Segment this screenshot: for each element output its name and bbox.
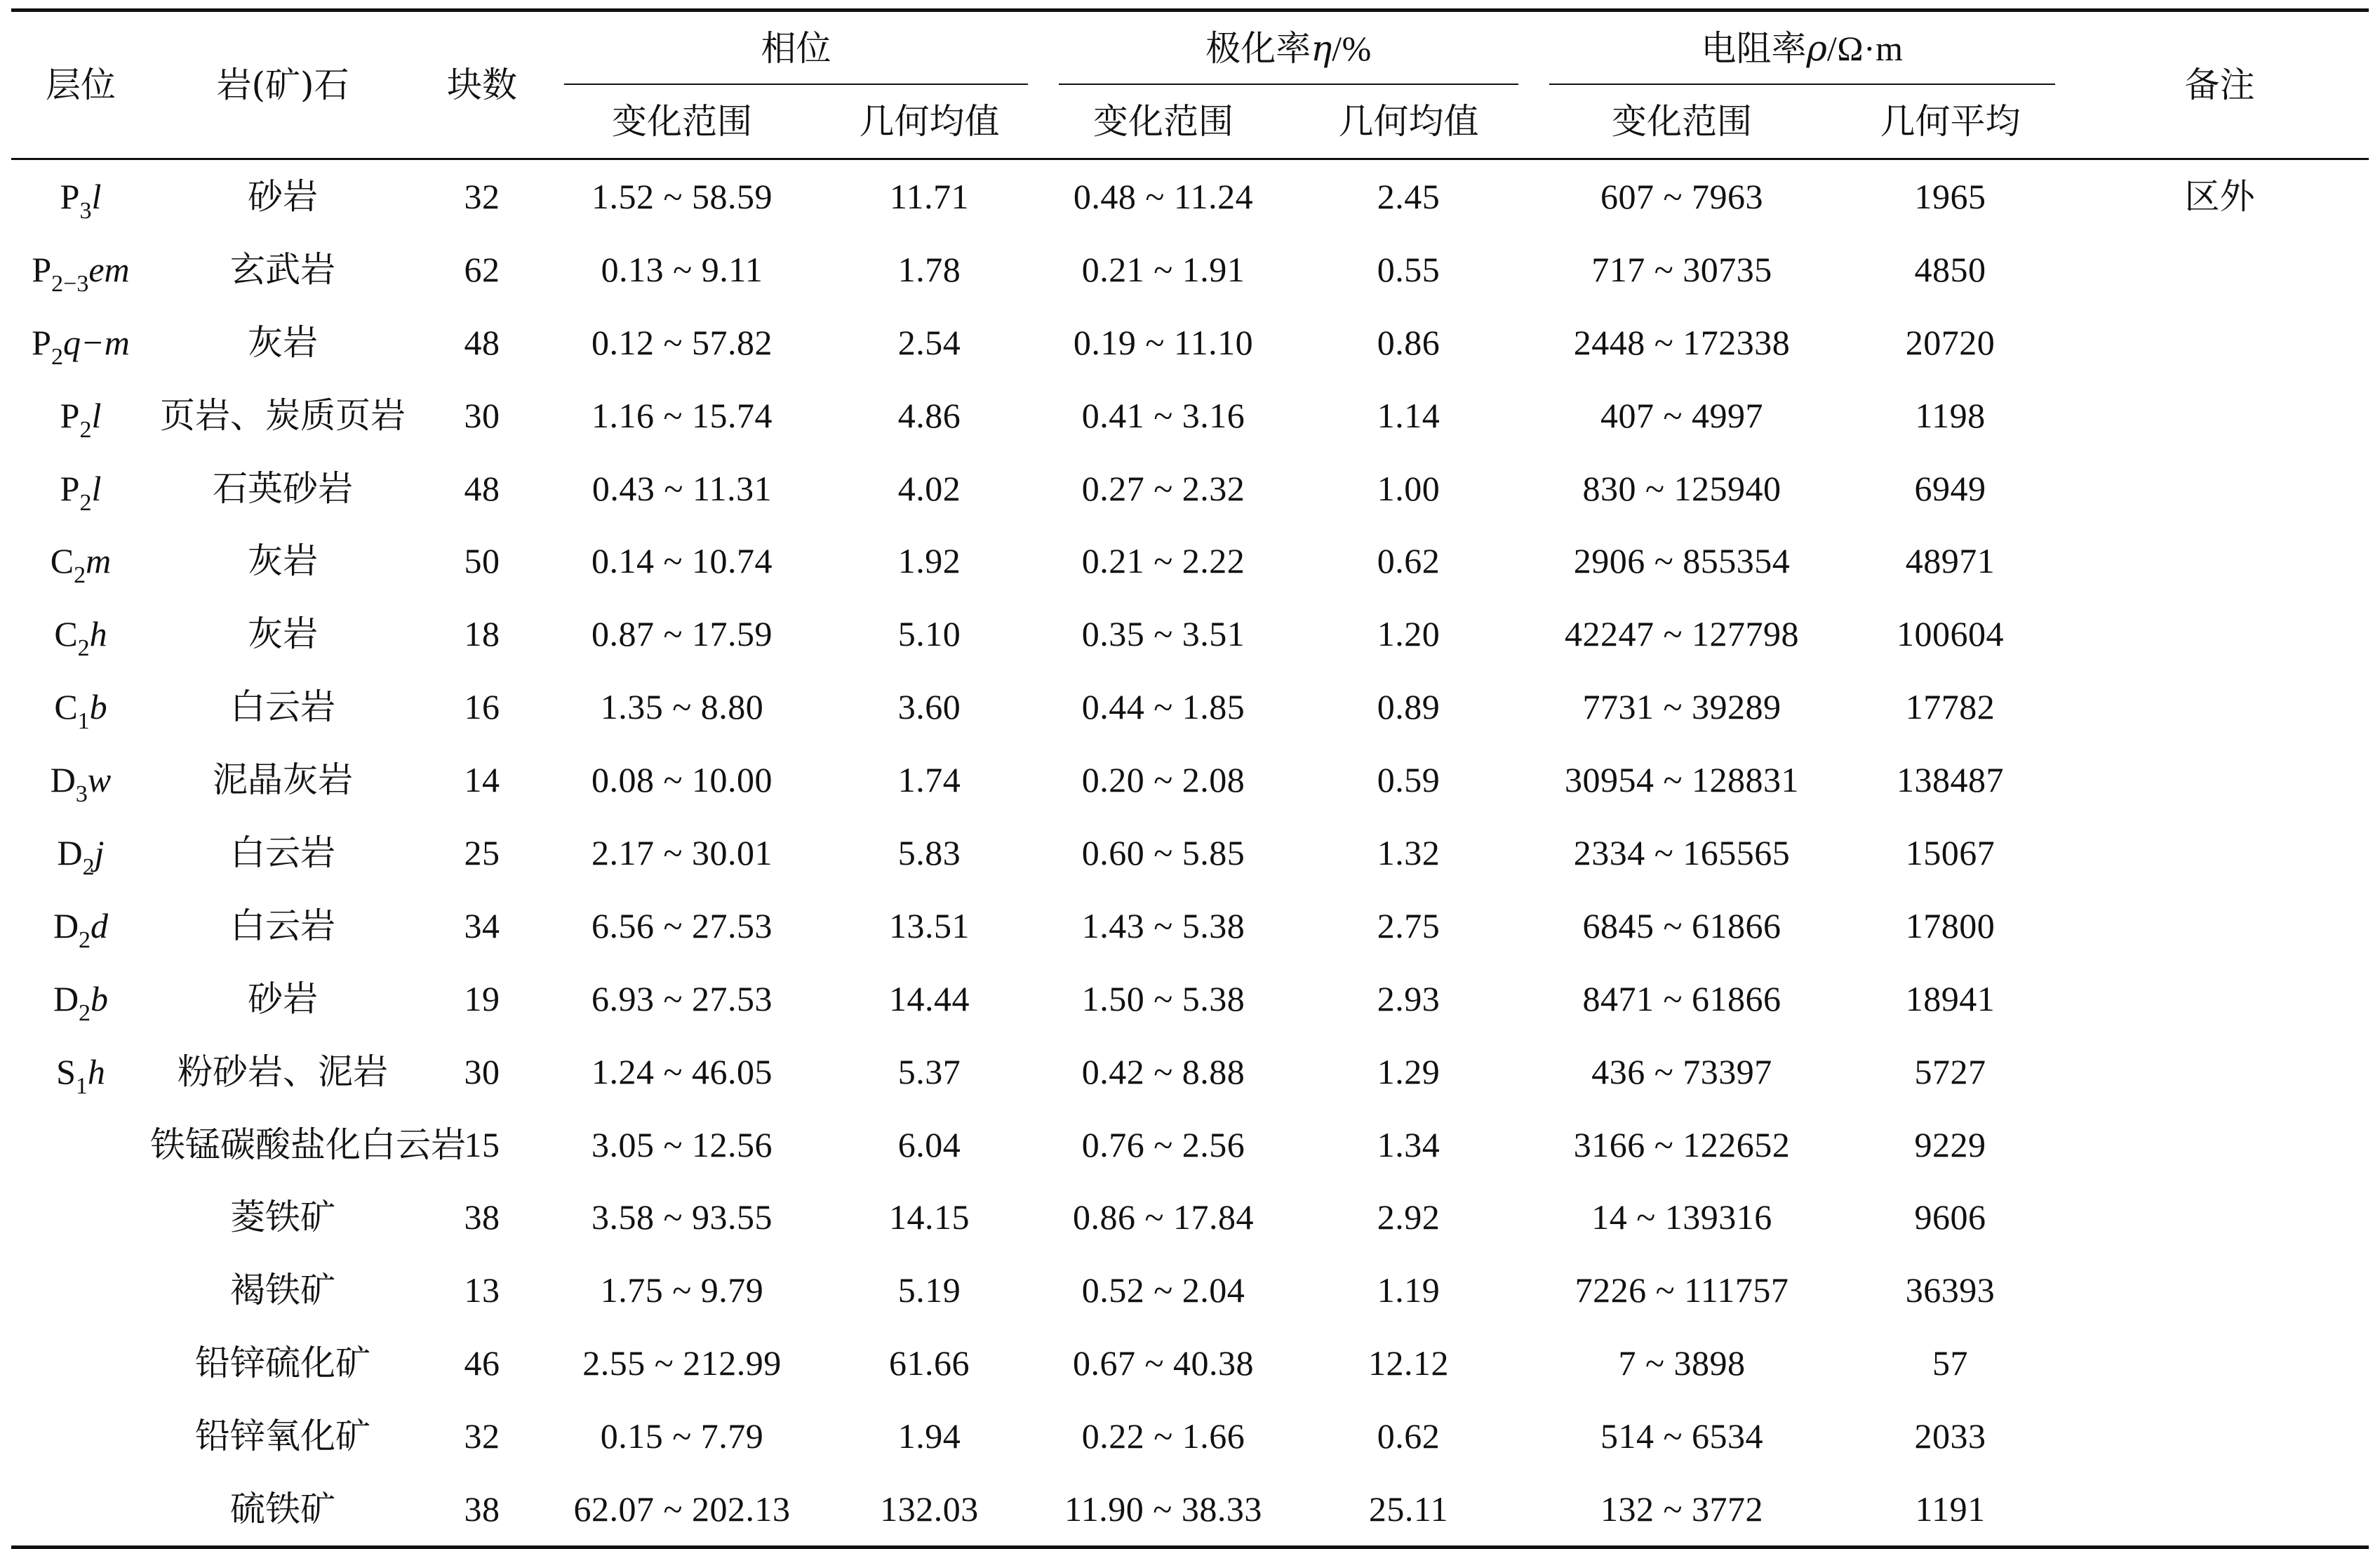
cell-rock: 白云岩 [230, 905, 335, 946]
layer-code-subscript: 2 [51, 343, 63, 370]
cell-note [2071, 524, 2369, 597]
cell-rho-range: 30954 ~ 128831 [1564, 760, 1800, 800]
header-resistivity-mean: 几何平均 [1830, 85, 2071, 159]
cell-layer [11, 1181, 150, 1254]
layer-code-tail: l [91, 395, 102, 435]
cell-eta-mean: 1.14 [1377, 395, 1440, 435]
cell-count: 34 [464, 905, 500, 945]
layer-code-tail: j [94, 832, 105, 872]
cell-count: 15 [464, 1124, 500, 1164]
cell-note [2071, 889, 2369, 962]
cell-rock: 白云岩 [230, 686, 335, 728]
cell-eta-mean: 0.55 [1377, 249, 1440, 289]
table-row [11, 1181, 2369, 1254]
cell-phase-range: 2.55 ~ 212.99 [582, 1343, 782, 1383]
cell-eta-mean: 1.32 [1377, 832, 1440, 872]
cell-phase-range: 1.35 ~ 8.80 [600, 687, 764, 727]
cell-count: 32 [464, 176, 500, 216]
cell-note [2071, 743, 2369, 816]
cell-note [2071, 1400, 2369, 1472]
cell-layer [11, 743, 150, 816]
cell-rock: 石英砂岩 [213, 467, 353, 509]
cell-count: 50 [464, 541, 500, 581]
cell-rho-range: 132 ~ 3772 [1534, 1472, 1830, 1547]
cell-phase-range: 0.14 ~ 10.74 [591, 541, 773, 581]
cell-rho-range: 717 ~ 30735 [1591, 249, 1772, 289]
layer-code-main: P [60, 395, 80, 435]
cell-layer [11, 962, 150, 1035]
cell-eta-mean: 0.62 [1377, 1416, 1440, 1456]
cell-eta-mean: 1.00 [1377, 468, 1440, 508]
cell-rho-mean: 17782 [1905, 687, 1995, 727]
header-phase-mean: 几何均值 [815, 85, 1043, 159]
layer-code [32, 249, 130, 297]
cell-eta-mean: 0.89 [1377, 687, 1440, 727]
cell-count: 30 [464, 1051, 500, 1091]
table-row [11, 962, 2369, 1035]
cell-layer [11, 159, 150, 233]
layer-code-main: D [50, 760, 76, 800]
cell-eta-mean: 2.93 [1377, 978, 1440, 1018]
cell-rock: 铅锌硫化矿 [195, 1343, 370, 1384]
cell-layer [11, 816, 150, 889]
cell-count: 32 [464, 1416, 500, 1456]
cell-rock: 灰岩 [248, 613, 318, 655]
layer-code-tail: em [88, 249, 130, 289]
cell-rock: 硫铁矿 [150, 1472, 415, 1547]
cell-phase-range: 0.12 ~ 57.82 [591, 322, 773, 362]
table-row [11, 452, 2369, 525]
layer-code-main: P [32, 322, 51, 362]
layer-code-main: C [50, 541, 74, 581]
cell-eta-range: 0.67 ~ 40.38 [1072, 1343, 1255, 1383]
cell-rock: 玄武岩 [230, 248, 335, 290]
cell-rho-range: 607 ~ 7963 [1600, 176, 1764, 216]
cell-layer [11, 670, 150, 743]
cell-eta-mean: 1.29 [1377, 1051, 1440, 1091]
cell-count: 48 [464, 322, 500, 362]
cell-rock: 菱铁矿 [230, 1197, 335, 1238]
cell-count: 38 [464, 1197, 500, 1237]
cell-count: 14 [464, 760, 500, 800]
layer-code [32, 322, 130, 370]
layer-code-tail: q−m [62, 322, 130, 362]
cell-count: 48 [464, 468, 500, 508]
cell-phase-mean: 5.37 [897, 1051, 961, 1091]
cell-layer [11, 1254, 150, 1327]
layer-code-subscript: 2 [82, 853, 95, 880]
cell-phase-range: 6.56 ~ 27.53 [591, 905, 773, 945]
layer-code [54, 614, 107, 662]
cell-rock: 白云岩 [230, 832, 335, 873]
header-phase-underline [564, 84, 1028, 85]
layer-code-subscript: 1 [77, 708, 90, 735]
layer-code-subscript: 1 [75, 1072, 88, 1099]
cell-eta-range: 1.43 ~ 5.38 [1081, 905, 1245, 945]
cell-eta-range: 0.42 ~ 8.88 [1081, 1051, 1245, 1091]
cell-note [2071, 452, 2369, 525]
header-resistivity-symbol: ρ [1806, 28, 1827, 69]
cell-rho-range: 8471 ~ 61866 [1582, 978, 1781, 1018]
cell-rho-mean: 18941 [1905, 978, 1995, 1018]
cell-rock: 泥晶灰岩 [213, 759, 353, 801]
header-count: 块数 [415, 11, 549, 159]
cell-phase-range: 2.17 ~ 30.01 [591, 832, 773, 872]
header-rock: 岩(矿)石 [150, 11, 415, 159]
cell-note [2071, 1035, 2369, 1108]
table-header [11, 11, 2369, 159]
layer-code-main: D [53, 978, 79, 1018]
header-resistivity-underline [1549, 84, 2055, 85]
layer-code-tail: b [89, 687, 107, 727]
cell-eta-mean: 1.34 [1377, 1124, 1440, 1164]
cell-count: 62 [464, 249, 500, 289]
layer-code-tail: d [91, 905, 109, 945]
cell-eta-mean: 12.12 [1368, 1343, 1449, 1383]
cell-phase-mean: 61.66 [889, 1343, 970, 1383]
cell-layer [11, 233, 150, 306]
cell-rock: 砂岩 [248, 978, 318, 1019]
cell-eta-range: 0.48 ~ 11.24 [1073, 176, 1254, 216]
cell-phase-mean: 1.78 [897, 249, 961, 289]
cell-layer [11, 1327, 150, 1400]
cell-rho-mean: 17800 [1905, 905, 1995, 945]
cell-note [2071, 1327, 2369, 1400]
cell-count: 19 [464, 978, 500, 1018]
table-row [11, 1400, 2369, 1472]
cell-phase-mean: 3.60 [897, 687, 961, 727]
layer-code [60, 176, 102, 224]
layer-code [60, 395, 102, 443]
cell-phase-range: 3.05 ~ 12.56 [591, 1124, 773, 1164]
cell-rho-range: 514 ~ 6534 [1600, 1416, 1764, 1456]
cell-phase-mean: 4.86 [897, 395, 961, 435]
cell-rock: 铅锌氧化矿 [195, 1416, 370, 1457]
table-row [11, 1327, 2369, 1400]
cell-eta-mean: 1.20 [1377, 614, 1440, 654]
table-row [11, 816, 2369, 889]
cell-phase-range: 0.13 ~ 9.11 [601, 249, 763, 289]
cell-note [2071, 379, 2369, 452]
cell-eta-range: 0.52 ~ 2.04 [1081, 1270, 1245, 1310]
cell-note [2071, 1181, 2369, 1254]
cell-eta-range: 0.60 ~ 5.85 [1081, 832, 1245, 872]
cell-layer [11, 379, 150, 452]
cell-note [2071, 1472, 2369, 1547]
layer-code-subscript: 2 [79, 489, 92, 516]
header-polarizability-group [1043, 11, 1534, 86]
cell-rho-range: 830 ~ 125940 [1582, 468, 1781, 508]
layer-code [50, 541, 112, 589]
cell-layer [11, 1108, 150, 1181]
cell-phase-range: 6.93 ~ 27.53 [591, 978, 773, 1018]
layer-code-main: S [56, 1051, 76, 1091]
header-layer: 层位 [11, 11, 150, 159]
cell-eta-mean: 2.45 [1377, 176, 1440, 216]
cell-rho-range: 14 ~ 139316 [1591, 1197, 1772, 1237]
header-resistivity-group [1534, 11, 2071, 86]
cell-rho-range: 436 ~ 73397 [1591, 1051, 1772, 1091]
cell-rock: 褐铁矿 [230, 1270, 335, 1311]
cell-eta-range: 0.35 ~ 3.51 [1081, 614, 1245, 654]
header-note: 备注 [2071, 11, 2369, 159]
cell-layer [11, 597, 150, 670]
cell-note [2071, 962, 2369, 1035]
cell-phase-mean: 13.51 [889, 905, 970, 945]
header-phase-range: 变化范围 [549, 85, 815, 159]
layer-code-subscript: 3 [79, 197, 92, 224]
cell-phase-mean: 5.10 [897, 614, 961, 654]
table-row [11, 597, 2369, 670]
table-row [11, 889, 2369, 962]
layer-code [53, 978, 109, 1026]
cell-rho-mean: 9229 [1914, 1124, 1986, 1164]
layer-code-subscript: 2 [79, 999, 91, 1026]
table-row [11, 1108, 2369, 1181]
header-polarizability-range: 变化范围 [1043, 85, 1283, 159]
cell-rock: 灰岩 [248, 540, 318, 582]
header-phase-group [549, 11, 1043, 86]
cell-rho-mean: 4850 [1914, 249, 1986, 289]
cell-eta-range: 0.44 ~ 1.85 [1081, 687, 1245, 727]
cell-phase-range: 1.24 ~ 46.05 [591, 1051, 773, 1091]
layer-code-tail: h [87, 1051, 105, 1091]
layer-code [50, 760, 112, 808]
cell-phase-range: 0.87 ~ 17.59 [591, 614, 773, 654]
table-row [11, 1035, 2369, 1108]
cell-layer [11, 1035, 150, 1108]
cell-rho-range: 7226 ~ 111757 [1575, 1270, 1789, 1310]
header-polarizability-underline [1059, 84, 1518, 85]
cell-note: 区外 [2184, 175, 2255, 217]
cell-phase-range: 1.75 ~ 9.79 [600, 1270, 764, 1310]
table-row [11, 1472, 2369, 1547]
table-row [11, 1254, 2369, 1327]
cell-note [2071, 233, 2369, 306]
cell-phase-mean: 132.03 [815, 1472, 1043, 1547]
cell-layer [11, 306, 150, 379]
cell-rho-mean: 20720 [1905, 322, 1995, 362]
layer-code-subscript: 2−3 [51, 270, 89, 297]
cell-count: 30 [464, 395, 500, 435]
cell-rock: 铁锰碳酸盐化白云岩 [150, 1124, 466, 1165]
cell-rho-mean: 9606 [1914, 1197, 1986, 1237]
cell-phase-mean: 14.44 [889, 978, 970, 1018]
table-row [11, 743, 2369, 816]
table-body [11, 159, 2369, 1548]
table-row [11, 233, 2369, 306]
cell-eta-range: 0.21 ~ 1.91 [1081, 249, 1245, 289]
cell-count: 25 [464, 832, 500, 872]
cell-note [2071, 1108, 2369, 1181]
cell-phase-mean: 1.74 [897, 760, 961, 800]
cell-count: 13 [464, 1270, 500, 1310]
cell-phase-range: 0.08 ~ 10.00 [591, 760, 773, 800]
cell-rho-range: 42247 ~ 127798 [1564, 614, 1800, 654]
cell-rock: 灰岩 [248, 321, 318, 363]
cell-note [2071, 816, 2369, 889]
table-row [11, 159, 2369, 233]
cell-note [2071, 597, 2369, 670]
cell-eta-range: 11.90 ~ 38.33 [1043, 1472, 1283, 1547]
layer-code-subscript: 2 [79, 416, 92, 443]
cell-count: 18 [464, 614, 500, 654]
cell-rock: 砂岩 [248, 175, 318, 217]
header-phase-title: 相位 [761, 28, 831, 69]
cell-rho-mean: 138487 [1897, 760, 2005, 800]
cell-rho-mean: 1191 [1830, 1472, 2071, 1547]
cell-layer [11, 524, 150, 597]
table-row [11, 306, 2369, 379]
cell-phase-mean: 1.92 [897, 541, 961, 581]
layer-code [60, 468, 102, 516]
layer-code-main: P [32, 249, 52, 289]
layer-code-subscript: 2 [74, 562, 86, 589]
layer-code [57, 832, 105, 880]
layer-code-subscript: 2 [77, 635, 90, 662]
cell-rho-mean: 6949 [1914, 468, 1986, 508]
cell-count: 16 [464, 687, 500, 727]
header-polarizability-unit: /% [1332, 29, 1372, 68]
cell-phase-mean: 2.54 [897, 322, 961, 362]
cell-eta-mean: 0.86 [1377, 322, 1440, 362]
layer-code-subscript: 2 [79, 926, 91, 953]
cell-phase-range: 0.43 ~ 11.31 [591, 468, 773, 508]
layer-code-tail: b [91, 978, 109, 1018]
cell-rho-range: 7731 ~ 39289 [1582, 687, 1781, 727]
cell-layer [11, 1472, 150, 1547]
layer-code-main: D [53, 905, 79, 945]
layer-code [54, 687, 107, 735]
cell-note [2071, 306, 2369, 379]
header-polarizability-symbol: η [1311, 28, 1332, 69]
cell-rho-mean: 57 [1932, 1343, 1969, 1383]
cell-rho-mean: 1965 [1914, 176, 1986, 216]
cell-eta-range: 0.21 ~ 2.22 [1081, 541, 1245, 581]
header-resistivity-unit: /Ω·m [1826, 29, 1904, 68]
header-polarizability-mean: 几何均值 [1283, 85, 1534, 159]
layer-code-tail: l [91, 176, 102, 216]
cell-phase-range: 0.15 ~ 7.79 [600, 1416, 764, 1456]
cell-rock: 粉砂岩、泥岩 [178, 1051, 388, 1092]
cell-eta-mean: 0.59 [1377, 760, 1440, 800]
cell-eta-mean: 2.75 [1377, 905, 1440, 945]
cell-phase-range: 1.52 ~ 58.59 [591, 176, 773, 216]
cell-rho-mean: 5727 [1914, 1051, 1986, 1091]
layer-code-tail: l [91, 468, 102, 508]
cell-rho-range: 7 ~ 3898 [1618, 1343, 1746, 1383]
cell-phase-mean: 6.04 [897, 1124, 961, 1164]
layer-code-main: C [54, 687, 78, 727]
cell-phase-mean: 11.71 [889, 176, 970, 216]
cell-phase-mean: 5.19 [897, 1270, 961, 1310]
cell-eta-range: 0.41 ~ 3.16 [1081, 395, 1245, 435]
cell-eta-range: 0.20 ~ 2.08 [1081, 760, 1245, 800]
cell-rho-mean: 48971 [1905, 541, 1995, 581]
cell-layer [11, 889, 150, 962]
cell-eta-mean: 1.19 [1377, 1270, 1440, 1310]
cell-phase-range: 3.58 ~ 93.55 [591, 1197, 773, 1237]
layer-code-main: C [54, 614, 78, 654]
layer-code-main: P [60, 176, 80, 216]
cell-phase-range: 1.16 ~ 15.74 [591, 395, 773, 435]
cell-rho-range: 6845 ~ 61866 [1582, 905, 1781, 945]
cell-rho-range: 407 ~ 4997 [1600, 395, 1764, 435]
cell-eta-range: 0.22 ~ 1.66 [1081, 1416, 1245, 1456]
cell-eta-mean: 25.11 [1283, 1472, 1534, 1547]
cell-phase-range: 62.07 ~ 202.13 [549, 1472, 815, 1547]
table-row [11, 670, 2369, 743]
cell-eta-range: 0.76 ~ 2.56 [1081, 1124, 1245, 1164]
cell-eta-mean: 0.62 [1377, 541, 1440, 581]
layer-code-tail: h [89, 614, 107, 654]
cell-rho-range: 2448 ~ 172338 [1573, 322, 1791, 362]
cell-note [2071, 670, 2369, 743]
header-polarizability-title: 极化率 [1205, 28, 1311, 69]
layer-code-tail: w [87, 760, 112, 800]
cell-rho-mean: 100604 [1897, 614, 2005, 654]
cell-rho-range: 2334 ~ 165565 [1573, 832, 1791, 872]
layer-code-main: D [57, 832, 83, 872]
layer-code [56, 1051, 105, 1099]
cell-count: 38 [415, 1472, 549, 1547]
layer-code [53, 905, 109, 953]
cell-eta-mean: 2.92 [1377, 1197, 1440, 1237]
cell-rho-range: 3166 ~ 122652 [1573, 1124, 1791, 1164]
cell-eta-range: 0.27 ~ 2.32 [1081, 468, 1245, 508]
cell-phase-mean: 5.83 [897, 832, 961, 872]
cell-phase-mean: 14.15 [889, 1197, 970, 1237]
cell-phase-mean: 4.02 [897, 468, 961, 508]
cell-rho-mean: 15067 [1905, 832, 1995, 872]
table-row [11, 379, 2369, 452]
cell-phase-mean: 1.94 [897, 1416, 961, 1456]
layer-code-tail: m [86, 541, 112, 581]
cell-rho-mean: 1198 [1915, 395, 1986, 435]
layer-code-subscript: 3 [75, 781, 88, 808]
layer-code-main: P [60, 468, 80, 508]
cell-note [2071, 1254, 2369, 1327]
cell-eta-range: 0.19 ~ 11.10 [1073, 322, 1254, 362]
cell-layer [11, 1400, 150, 1472]
cell-rho-mean: 2033 [1914, 1416, 1986, 1456]
cell-rho-mean: 36393 [1905, 1270, 1995, 1310]
cell-rock: 页岩、炭质页岩 [160, 394, 406, 436]
cell-rho-range: 2906 ~ 855354 [1573, 541, 1791, 581]
header-resistivity-range: 变化范围 [1534, 85, 1830, 159]
cell-count: 46 [464, 1343, 500, 1383]
cell-eta-range: 0.86 ~ 17.84 [1072, 1197, 1255, 1237]
header-resistivity-title: 电阻率 [1701, 28, 1807, 69]
cell-eta-range: 1.50 ~ 5.38 [1081, 978, 1245, 1018]
rock-properties-table [11, 8, 2369, 1549]
cell-layer [11, 452, 150, 525]
table-row [11, 524, 2369, 597]
